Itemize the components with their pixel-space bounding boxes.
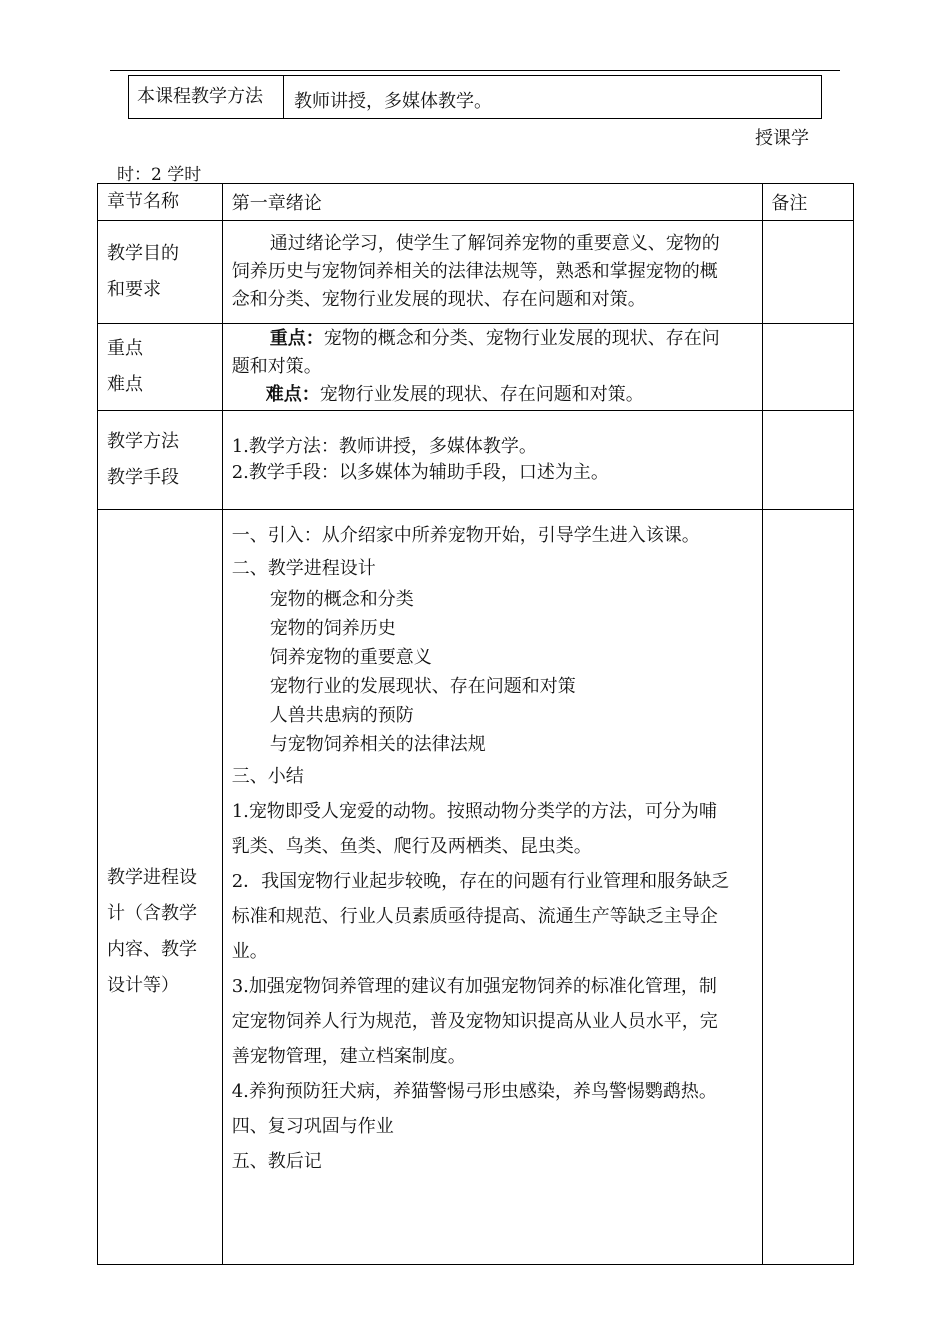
summary-line: 1.宠物即受人宠爱的动物。按照动物分类学的方法，可分为哺: [231, 801, 717, 822]
methods-row: [98, 411, 854, 510]
key-point-title: 重点：: [269, 328, 324, 349]
chapter-name-label: 章节名称: [98, 184, 223, 221]
chapter-row: [98, 184, 854, 221]
remarks-header: 备注: [763, 184, 854, 221]
summary-line: 定宠物饲养人行为规范，普及宠物知识提高从业人员水平，完: [231, 1011, 718, 1032]
keypoints-remarks: [763, 324, 854, 411]
methods-text: 1.教学方法：教师讲授，多媒体教学。 2.教学手段：以多媒体为辅助手段，口述为主。: [222, 411, 763, 510]
afterword-title: 五、教后记: [231, 1151, 322, 1172]
summary-line: 2．我国宠物行业起步较晚，存在的问题有行业管理和服务缺乏: [231, 871, 730, 892]
difficult-point-title: 难点：: [265, 384, 320, 405]
summary-line: 业。: [231, 941, 268, 962]
keypoints-row: [98, 324, 854, 411]
design-item: 人兽共患病的预防: [269, 705, 414, 726]
objectives-row: [98, 221, 854, 324]
design-item: 与宠物饲养相关的法律法规: [269, 734, 486, 755]
summary-line: 善宠物管理，建立档案制度。: [231, 1046, 466, 1067]
objectives-text: 通过绪论学习，使学生了解饲养宠物的重要意义、宠物的 饲养历史与宠物饲养相关的法律法规等，熟悉和掌握宠物的概 念和分类、宠物行业发展的现状、存在问题和对策。: [222, 221, 763, 324]
process-content: [222, 510, 763, 1265]
design-item: 宠物行业的发展现状、存在问题和对策: [269, 676, 576, 697]
summary-line: 4.养狗预防狂犬病，养猫警惕弓形虫感染，养鸟警惕鹦鹉热。: [231, 1081, 717, 1102]
design-title: 二、教学进程设计: [231, 558, 376, 579]
design-item: 宠物的饲养历史: [269, 618, 396, 639]
objectives-label: 教学目的 和要求: [98, 221, 223, 324]
keypoints-label: 重点 难点: [98, 324, 223, 411]
methods-remarks: [763, 411, 854, 510]
process-label: 教学进程设 计（含教学 内容、教学 设计等）: [98, 510, 223, 1265]
review-title: 四、复习巩固与作业: [231, 1116, 394, 1137]
summary-line: 标准和规范、行业人员素质亟待提高、流通生产等缺乏主导企: [231, 906, 718, 927]
summary-title: 三、小结: [231, 766, 304, 787]
summary-line: 乳类、鸟类、鱼类、爬行及两栖类、昆虫类。: [231, 836, 592, 857]
process-remarks: [763, 510, 854, 1265]
key-point-text: 宠物的概念和分类、宠物行业发展的现状、存在问: [323, 328, 720, 349]
keypoints-text: 重点：宠物的概念和分类、宠物行业发展的现状、存在问 题和对策。 难点：宠物行业发展的现状、存在问题和对策。: [222, 324, 763, 411]
lesson-plan-table: [97, 183, 854, 1265]
course-method-label: 本课程教学方法: [129, 76, 284, 119]
hours-label-part1: 授课学: [755, 128, 809, 149]
summary-line: 3.加强宠物饲养管理的建议有加强宠物饲养的标准化管理，制: [231, 976, 717, 997]
course-method-value: 教师讲授，多媒体教学。: [284, 76, 822, 119]
difficult-point-text: 宠物行业发展的现状、存在问题和对策。: [319, 384, 644, 405]
objectives-remarks: [763, 221, 854, 324]
process-row: [98, 510, 854, 1265]
design-item: 宠物的概念和分类: [269, 589, 414, 610]
course-method-table: [128, 75, 822, 119]
chapter-name-value: 第一章绪论: [222, 184, 763, 221]
intro-text: 一、引入：从介绍家中所养宠物开始，引导学生进入该课。: [231, 525, 700, 546]
design-item: 饲养宠物的重要意义: [269, 647, 432, 668]
top-rule: [110, 70, 840, 71]
hours-label-part2: 时：2 学时: [117, 165, 202, 185]
methods-label: 教学方法 教学手段: [98, 411, 223, 510]
